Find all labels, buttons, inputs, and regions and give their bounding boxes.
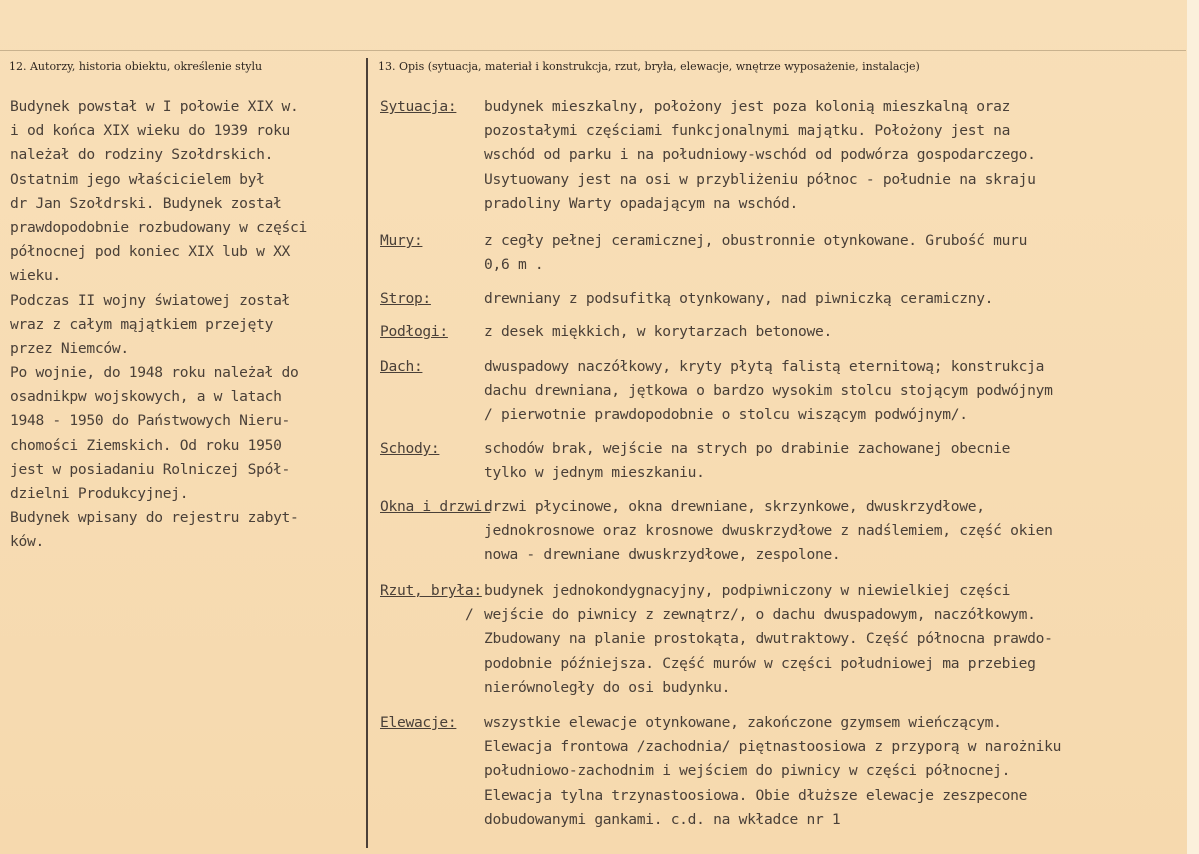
history-line: chomości Ziemskich. Od roku 1950 xyxy=(10,436,282,454)
history-line: i od końca XIX wieku do 1939 roku xyxy=(10,122,291,140)
entry-text xyxy=(484,229,1027,277)
entry-line: wschód od parku i na południowy-wschód od podwórza gospodarczego. xyxy=(484,146,1036,164)
history-line: osadnikpw wojskowych, a w latach xyxy=(10,388,282,406)
entry-text xyxy=(484,287,993,311)
entry-text xyxy=(484,579,1053,700)
entry-line: schodów brak, wejście na strych po drabinie zachowanej obecnie xyxy=(484,440,1011,457)
entry-line: wszystkie elewacje otynkowane, zakończone gzymsem wieńczącym. xyxy=(484,714,1002,731)
history-line: jest w posiadaniu Rolniczej Spół- xyxy=(10,460,291,478)
entry-line: drzwi płycinowe, okna drewniane, skrzynkowe, dwuskrzydłowe, xyxy=(484,498,985,515)
entry-line: dobudowanymi gankami. c.d. na wkładce nr 1 xyxy=(484,810,841,828)
entry-line: z cegły pełnej ceramicznej, obustronnie otynkowane. Grubość muru xyxy=(484,232,1028,249)
entry-line: południowo-zachodnim i wejściem do piwnicy w części północnej. xyxy=(484,762,1011,780)
history-text xyxy=(10,95,307,555)
history-line: wieku. xyxy=(10,267,61,285)
history-line: należał do rodziny Szołdrskich. xyxy=(10,146,274,164)
entry-text xyxy=(484,437,1010,485)
history-line: Po wojnie, do 1948 roku należał do xyxy=(10,364,299,382)
entry-line: Elewacja tylna trzynastoosiowa. Obie dłuższe elewacje zeszpecone xyxy=(484,786,1028,804)
card-edge xyxy=(1187,0,1199,854)
entry-label: Strop: xyxy=(380,290,431,307)
history-line: Budynek wpisany do rejestru zabyt- xyxy=(10,509,299,527)
entry-line: dachu drewniana, jętkowa o bardzo wysokim stolcu stojącym podwójnym xyxy=(484,382,1053,400)
entry-line: tylko w jednym mieszkaniu. xyxy=(484,464,705,482)
entry-text xyxy=(484,95,1036,216)
entry-line: Usytuowany jest na osi w przybliżeniu północ - południe na skraju xyxy=(484,170,1036,188)
section-12-heading: 12. Autorzy, historia obiektu, określenie stylu xyxy=(9,60,263,73)
entry-line: jednokrosnowe oraz krosnowe dwuskrzydłowe z nadślemiem, część okien xyxy=(484,522,1053,540)
column-divider xyxy=(366,58,368,848)
entry-label: Dach: xyxy=(380,358,423,375)
entry-label: Podłogi: xyxy=(380,323,448,340)
entry-line: drewniany z podsufitką otynkowany, nad piwniczką ceramiczny. xyxy=(484,290,994,307)
entry-label: Rzut, bryła: xyxy=(380,582,482,599)
entry-line: z desek miękkich, w korytarzach betonowe. xyxy=(484,323,832,340)
entry-line: budynek jednokondygnacyjny, podpiwniczony w niewielkiej części xyxy=(484,582,1011,599)
entry-line: dwuspadowy naczółkowy, kryty płytą falistą eternitową; konstrukcja xyxy=(484,358,1045,375)
entry-line: pradoliny Warty opadającym na wschód. xyxy=(484,194,798,212)
history-line: dr Jan Szołdrski. Budynek został xyxy=(10,194,282,212)
entry-line: podobnie późniejsza. Część murów w części południowej ma przebieg xyxy=(484,654,1036,672)
history-line: północnej pod koniec XIX lub w XX xyxy=(10,243,291,261)
entry-line: nowa - drewniane dwuskrzydłowe, zespolone. xyxy=(484,546,841,564)
history-line: wraz z całym mąjątkiem przejęty xyxy=(10,315,274,333)
history-line: przez Niemców. xyxy=(10,339,129,357)
history-line: Podczas II wojny światowej został xyxy=(10,291,291,309)
entry-line: Zbudowany na planie prostokąta, dwutraktowy. Część północna prawdo- xyxy=(484,630,1053,648)
entry-slash: / xyxy=(465,606,474,624)
entry-label: Okna i drzwi: xyxy=(380,498,491,515)
history-line: Ostatnim jego właścicielem był xyxy=(10,170,265,188)
history-line: dzielni Produkcyjnej. xyxy=(10,485,189,502)
entry-line: wejście do piwnicy z zewnątrz/, o dachu dwuspadowym, naczółkowym. xyxy=(484,606,1036,624)
header-rule xyxy=(0,50,1186,51)
entry-line: / pierwotnie prawdopodobnie o stolcu wiszącym podwójnym/. xyxy=(484,406,968,424)
history-line: Budynek powstał w I połowie XIX w. xyxy=(10,98,299,115)
history-line: 1948 - 1950 do Państwowych Nieru- xyxy=(10,412,291,430)
section-13-heading: 13. Opis (sytuacja, materiał i konstrukcja, rzut, bryła, elewacje, wnętrze wyposażenie, instalacje) xyxy=(378,60,920,73)
entry-text xyxy=(484,711,1061,832)
entry-text xyxy=(484,495,1053,568)
entry-text xyxy=(484,320,832,344)
entry-line: pozostałymi częściami funkcjonalnymi majątku. Położony jest na xyxy=(484,122,1011,140)
history-line: prawdopodobnie rozbudowany w części xyxy=(10,218,308,236)
entry-text xyxy=(484,355,1053,428)
entry-label: Elewacje: xyxy=(380,714,457,731)
entry-label: Mury: xyxy=(380,232,423,249)
entry-line: budynek mieszkalny, położony jest poza kolonią mieszkalną oraz xyxy=(484,98,1011,115)
entry-line: 0,6 m . xyxy=(484,256,544,274)
entry-label: Sytuacja: xyxy=(380,98,457,115)
history-line: ków. xyxy=(10,533,44,551)
entry-line: nierównoległy do osi budynku. xyxy=(484,678,731,696)
entry-line: Elewacja frontowa /zachodnia/ piętnastoosiowa z przyporą w narożniku xyxy=(484,738,1062,756)
entry-label: Schody: xyxy=(380,440,440,457)
